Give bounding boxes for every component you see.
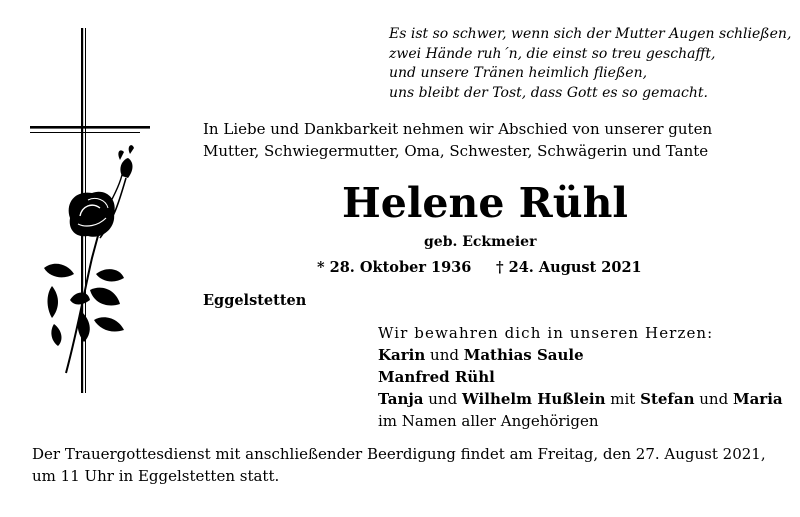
poem-line: zwei Hände ruh´n, die einst so treu geschafft, — [389, 45, 716, 62]
connector: mit — [605, 390, 641, 408]
mourner-line — [378, 388, 793, 410]
mourner-name: Manfred Rühl — [378, 368, 495, 386]
mourner-name: Karin — [378, 346, 426, 364]
intro-line: Mutter, Schwiegermutter, Oma, Schwester, Schwägerin und Tante — [203, 142, 709, 160]
mourner-line — [378, 366, 793, 388]
place-of-residence: Eggelstetten — [203, 292, 307, 309]
connector: und — [423, 390, 462, 408]
mourner-name: Wilhelm Hußlein — [461, 390, 606, 408]
mourner-name: Tanja — [378, 390, 424, 408]
service-info — [32, 443, 792, 487]
service-line: Der Trauergottesdienst mit anschließender Beerdigung findet am Freitag, den 27. August 2021, — [32, 445, 766, 463]
connector: und — [694, 390, 733, 408]
birth-date: * 28. Oktober 1936 — [317, 259, 472, 276]
poem-line: Es ist so schwer, wenn sich der Mutter Augen schließen, — [389, 26, 792, 42]
service-line: um 11 Uhr in Eggelstetten statt. — [32, 467, 280, 485]
mourners-closing: im Namen aller Angehörigen — [378, 412, 599, 430]
poem-line: uns bleibt der Tost, dass Gott es so gemacht. — [389, 84, 708, 101]
mourner-line — [378, 344, 793, 366]
mourner-name: Mathias Saule — [463, 346, 584, 364]
mourners — [378, 322, 793, 432]
intro-text — [203, 118, 783, 162]
deceased-name: Helene Rühl — [342, 179, 628, 227]
birth-name: geb. Eckmeier — [424, 234, 537, 250]
mourners-heading: Wir bewahren dich in unseren Herzen: — [378, 324, 714, 342]
life-dates — [317, 259, 642, 276]
poem — [389, 25, 792, 103]
intro-line: In Liebe und Dankbarkeit nehmen wir Abschied von unserer guten — [203, 120, 713, 138]
poem-line: und unsere Tränen heimlich fließen, — [389, 65, 648, 81]
mourner-name: Maria — [732, 390, 783, 408]
connector: und — [425, 346, 464, 364]
mourner-name: Stefan — [640, 390, 695, 408]
death-date: † 24. August 2021 — [496, 259, 642, 276]
